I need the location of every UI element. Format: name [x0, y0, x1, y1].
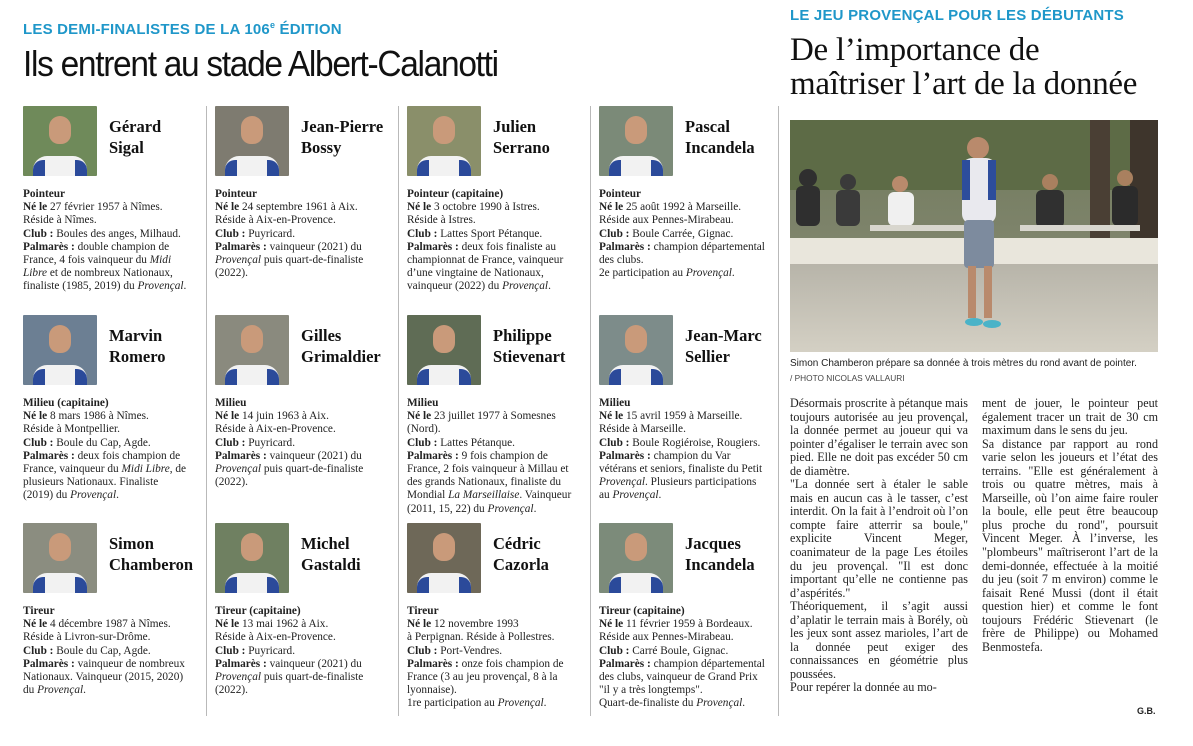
petanque-scene-image	[790, 120, 1158, 352]
player-bio: Tireur (capitaine) Né le 11 février 1959 à Bordeaux. Réside aux Pennes-Mirabeau. Club : Carré Boule, Gignac. Palmarès : champion départemental des clubs, vainqueur de Grand Prix "il y a très longtemps". Quart-de-finaliste du Provençal.	[599, 605, 765, 710]
player-photo	[215, 523, 289, 593]
player-card	[215, 106, 390, 306]
player-role: Pointeur (capitaine)	[407, 188, 504, 200]
page-title: Ils entrent au stade Albert-Calanotti	[23, 43, 498, 84]
player-card	[407, 315, 582, 515]
player-role: Tireur (capitaine)	[599, 605, 685, 617]
player-role: Tireur (capitaine)	[215, 605, 301, 617]
kicker-tail: ÉDITION	[275, 21, 342, 38]
article-paragraph: Pour repérer la donnée au mo-	[790, 680, 937, 695]
player-photo	[215, 106, 289, 176]
section-kicker	[23, 20, 342, 38]
player-bio: Pointeur Né le 24 septembre 1961 à Aix. Réside à Aix-en-Provence. Club : Puyricard. Palmarès : vainqueur (2021) du Provençal puis quart-de-finaliste (2022).	[215, 188, 381, 280]
player-photo	[215, 315, 289, 385]
player-photo	[23, 523, 97, 593]
player-name: Philippe Stievenart	[493, 326, 566, 366]
column-divider	[778, 106, 779, 716]
player-photo	[407, 523, 481, 593]
player-name: Gilles Grimaldier	[301, 326, 381, 366]
player-role: Tireur	[407, 605, 439, 617]
player-role: Milieu	[407, 397, 439, 409]
article-title	[790, 33, 1137, 101]
player-bio: Milieu Né le 23 juillet 1977 à Somesnes (Nord). Club : Lattes Pétanque. Palmarès : 9 fois champion de France, 2 fois vainqueur à Millau et des grands Nationaux, finaliste du Mondial La Marseillaise. Vainqueur (2011, 15, 22) du Provençal.	[407, 397, 572, 515]
player-bio: Tireur (capitaine) Né le 13 mai 1962 à Aix. Réside à Aix-en-Provence. Club : Puyricard. Palmarès : vainqueur (2021) du Provençal puis quart-de-finaliste (2022).	[215, 605, 381, 697]
player-card	[407, 106, 582, 306]
player-card	[23, 523, 198, 723]
article-column-2	[982, 397, 1158, 654]
player-bio: Pointeur (capitaine) Né le 3 octobre 1990 à Istres. Réside à Istres. Club : Lattes Sport Pétanque. Palmarès : deux fois finaliste au championnat de France, vainqueur d’une vingtaine de Nationaux, vainqueur (2022) du Provençal.	[407, 188, 573, 294]
player-bio: Pointeur Né le 25 août 1992 à Marseille. Réside aux Pennes-Mirabeau. Club : Boule Carrée, Gignac. Palmarès : champion départemental des clubs. 2e participation au Provençal.	[599, 188, 765, 280]
player-name: Marvin Romero	[109, 326, 166, 366]
article-title-line-1: De l’importance de	[790, 32, 1040, 68]
player-name: Julien Serrano	[493, 117, 550, 157]
player-role: Pointeur	[215, 188, 258, 200]
column-divider	[398, 106, 399, 716]
author-signature: G.B.	[1137, 706, 1156, 716]
player-card	[215, 315, 390, 515]
player-photo	[407, 315, 481, 385]
player-name: Jacques Incandela	[685, 534, 755, 574]
player-role: Tireur	[23, 605, 55, 617]
player-name: Pascal Incandela	[685, 117, 755, 157]
player-role: Milieu	[599, 397, 631, 409]
article-paragraph: ment de jouer, le pointeur peut également tracer un trait de 30 cm maximum dans le sens du jeu.	[982, 396, 1158, 438]
player-name: Jean-Pierre Bossy	[301, 117, 384, 157]
player-name: Jean-Marc Sellier	[685, 326, 762, 366]
player-role: Pointeur	[599, 188, 642, 200]
player-bio: Tireur Né le 4 décembre 1987 à Nîmes. Réside à Livron-sur-Drôme. Club : Boule du Cap, Agde. Palmarès : vainqueur de nombreux Nationaux. Vainqueur (2015, 2020) du Provençal.	[23, 605, 189, 697]
player-photo	[599, 106, 673, 176]
player-card	[599, 106, 774, 306]
player-photo	[407, 106, 481, 176]
article-title-line-2: maîtriser l’art de la donnée	[790, 66, 1138, 102]
player-photo	[23, 315, 97, 385]
player-card	[23, 106, 198, 306]
column-divider	[590, 106, 591, 716]
player-card	[599, 315, 774, 515]
player-bio: Tireur Né le 12 novembre 1993 à Perpignan. Réside à Pollestres. Club : Port-Vendres. Palmarès : onze fois champion de France (3 au jeu provençal, 8 à la lyonnaise). 1re participation au Provençal.	[407, 605, 573, 711]
article-column-1	[790, 397, 968, 695]
player-bio: Milieu Né le 14 juin 1963 à Aix. Réside à Aix-en-Provence. Club : Puyricard. Palmarès : vainqueur (2021) du Provençal puis quart-de-finaliste (2022).	[215, 397, 381, 489]
player-photo	[23, 106, 97, 176]
photo-credit: / PHOTO NICOLAS VALLAURI	[790, 373, 905, 383]
player-role: Milieu (capitaine)	[23, 397, 109, 409]
player-card	[407, 523, 582, 723]
player-name: Gérard Sigal	[109, 117, 162, 157]
player-bio: Milieu Né le 15 avril 1959 à Marseille. Réside à Marseille. Club : Boule Rogiéroise, Rougiers. Palmarès : champion du Var vétérans et seniors, finaliste du Petit Provençal. Plusieurs participations au Provençal.	[599, 397, 765, 503]
player-bio: Milieu (capitaine) Né le 8 mars 1986 à Nîmes. Réside à Montpellier. Club : Boule du Cap, Agde. Palmarès : deux fois champion de France, vainqueur du Midi Libre, de plusieurs Nationaux. Finaliste (2019) du Provençal.	[23, 397, 189, 503]
article-paragraph: Désormais proscrite à pétanque mais toujours autorisée au jeu provençal, la donnée permet au joueur qui va pointer d’égaliser le terrain avec son pied. Elle ne doit pas excéder 50 cm de diamètre.	[790, 396, 968, 478]
kicker-text: LES DEMI-FINALISTES DE LA 106	[23, 21, 270, 38]
photo-caption: Simon Chamberon prépare sa donnée à trois mètres du rond avant de pointer.	[790, 358, 1137, 369]
player-name: Simon Chamberon	[109, 534, 194, 574]
player-photo	[599, 523, 673, 593]
article-photo	[790, 120, 1158, 352]
player-bio: Pointeur Né le 27 février 1957 à Nîmes. Réside à Nîmes. Club : Boules des anges, Milhaud. Palmarès : double champion de France, 4 fois vainqueur du Midi Libre et de nombreux Nationaux, finaliste (1985, 2019) du Provençal.	[23, 188, 189, 294]
kicker-sup: e	[269, 20, 276, 30]
player-card	[23, 315, 198, 515]
player-card	[215, 523, 390, 723]
article-kicker: LE JEU PROVENÇAL POUR LES DÉBUTANTS	[790, 7, 1124, 24]
player-role: Milieu	[215, 397, 247, 409]
player-name: Cédric Cazorla	[493, 534, 549, 574]
player-photo	[599, 315, 673, 385]
player-role: Pointeur	[23, 188, 66, 200]
article-paragraph: Théoriquement, il s’agit aussi d’aplatir le terrain mais à Borély, où les jeux sont assez marioles, l’art de la donnée peut exiger des connaissances en géométrie plus poussées.	[790, 599, 968, 681]
column-divider	[206, 106, 207, 716]
player-name: Michel Gastaldi	[301, 534, 361, 574]
article-paragraph: Sa distance par rapport au rond varie selon les joueurs et l’état des terrains. "Elle est généralement à trois ou quatre mètres, mais à Marseille, où l’on aime faire rouler la boule, elle peut être beaucoup plus proche du rond", poursuit Vincent Meger. À l’inverse, les "plombeurs" maîtriseront l’art de la demi-donnée, effectuée à la moitié du jeu (soit 7 m environ) comme le faisait René Mussi (dont il était question hier) et comme le font toujours Frédéric Stievenart (le frère de Philippe) ou Mohamed Benmostefa.	[982, 436, 1158, 654]
article-paragraph: "La donnée sert à étaler le sable mais en aucun cas à le tasser, c’est interdit. On la fait à l’endroit où l’on compte faire atterrir sa boule," explicite Vincent Meger, coanimateur de la page Les étoiles du jeu provençal. "Il est donc important qu’elle ne contienne pas d’aspérités."	[790, 477, 968, 600]
player-card	[599, 523, 774, 723]
